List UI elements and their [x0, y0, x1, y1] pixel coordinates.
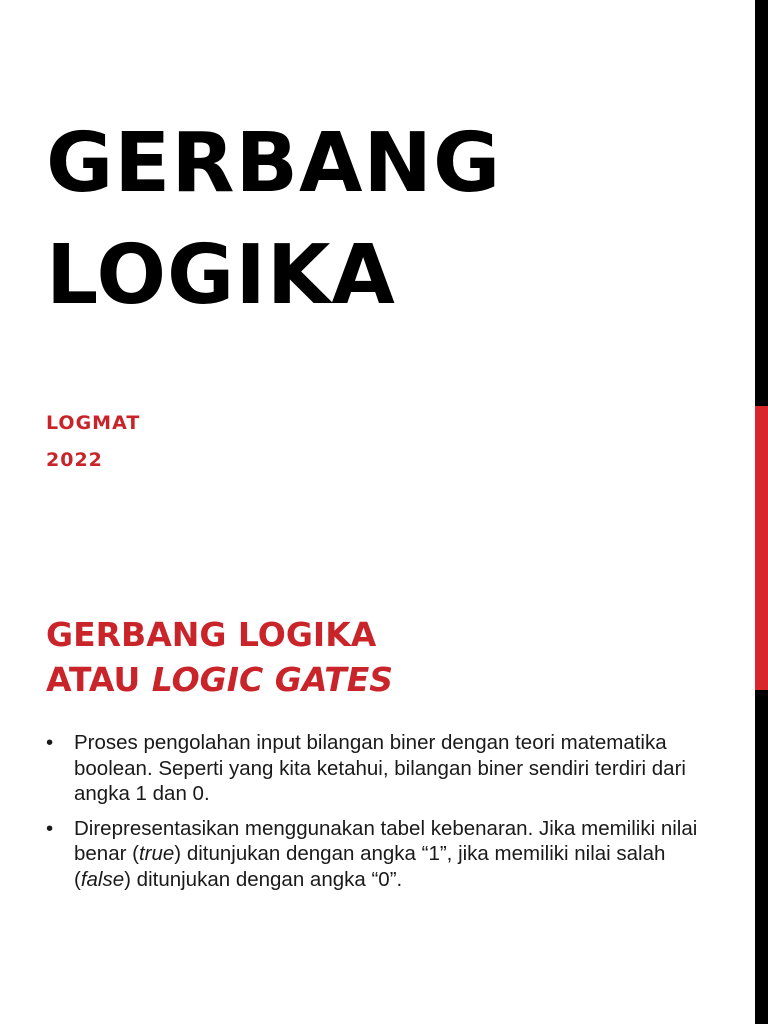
bullet-text-2 [74, 817, 697, 891]
bullet-list [46, 730, 706, 901]
slide2-heading [46, 612, 393, 702]
slide2-heading-line2-italic: LOGIC GATES [151, 660, 394, 699]
side-accent-bar-red [755, 406, 768, 690]
slide2-heading-line2 [46, 657, 393, 702]
bullet-text-2-italic-true: true [138, 842, 175, 865]
bullet-text-2-part2: ) ditunjukan dengan angka “1”, jika memiliki nilai salah ( [74, 842, 666, 891]
slide2-heading-line2-prefix: ATAU [46, 660, 152, 699]
bullet-text-2-part3: ) ditunjukan dengan angka “0”. [124, 867, 403, 891]
bullet-item-2 [46, 816, 706, 893]
bullet-dot-icon: • [46, 731, 54, 754]
slide1-title [46, 108, 501, 332]
bullet-item-1 [46, 730, 706, 807]
bullet-text-1: Proses pengolahan input bilangan biner dengan teori matematika boolean. Seperti yang kita ketahui, bilangan biner sendiri terdiri dari angka 1 dan 0. [74, 731, 686, 805]
slide1-subtitle-line1: LOGMAT [46, 412, 141, 434]
side-accent-bar-black-top [755, 0, 768, 406]
slide1-title-line2: LOGIKA [46, 228, 396, 323]
side-accent-bar-black-bottom [755, 690, 768, 1024]
slide1-title-line1: GERBANG [46, 116, 502, 211]
slide1-subtitle-line2: 2022 [46, 449, 103, 471]
bullet-text-2-italic-false: false [80, 867, 125, 891]
slide1-subtitle [46, 405, 140, 479]
slide2-heading-line1: GERBANG LOGIKA [46, 615, 377, 654]
bullet-text-2-part1: Direpresentasikan menggunakan tabel kebenaran. Jika memiliki nilai benar ( [74, 816, 698, 865]
bullet-dot-icon: • [46, 816, 54, 840]
